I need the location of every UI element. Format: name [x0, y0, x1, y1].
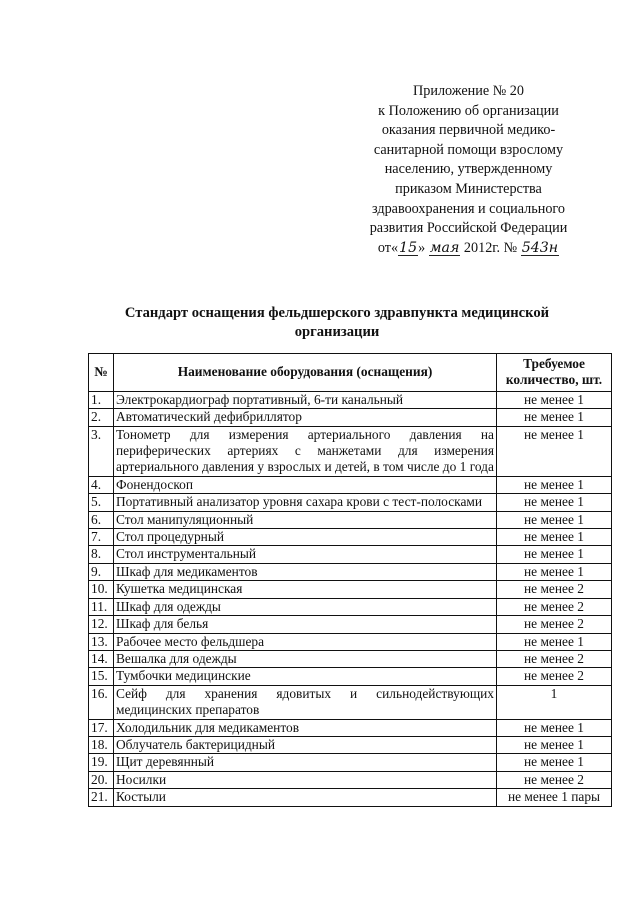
cell-qty: не менее 1 — [497, 511, 612, 528]
cell-qty: не менее 2 — [497, 771, 612, 788]
table-row — [89, 668, 612, 685]
cell-qty: не менее 1 — [497, 754, 612, 771]
cell-name: Стол процедурный — [114, 529, 497, 546]
cell-num: 18. — [89, 736, 114, 753]
cell-name: Костыли — [114, 789, 497, 806]
table-row — [89, 616, 612, 633]
cell-qty: 1 — [497, 685, 612, 719]
cell-qty: не менее 1 — [497, 391, 612, 408]
table-row — [89, 789, 612, 806]
cell-qty: не менее 1 — [497, 409, 612, 426]
header-qty: Требуемое количество, шт. — [497, 354, 612, 392]
table-row — [89, 511, 612, 528]
table-row — [89, 754, 612, 771]
cell-num: 8. — [89, 546, 114, 563]
cell-qty: не менее 2 — [497, 668, 612, 685]
cell-num: 7. — [89, 529, 114, 546]
cell-qty: не менее 2 — [497, 650, 612, 667]
cell-num: 3. — [89, 426, 114, 476]
cell-qty: не менее 1 — [497, 546, 612, 563]
header-num: № — [89, 354, 114, 392]
table-row — [89, 563, 612, 580]
table-row — [89, 581, 612, 598]
cell-qty: не менее 2 — [497, 598, 612, 615]
table-header-row — [89, 354, 612, 392]
appendix-line: здравоохранения и социального — [372, 200, 565, 217]
cell-name: Шкаф для одежды — [114, 598, 497, 615]
appendix-line: к Положению об организации — [378, 102, 559, 119]
cell-name: Сейф для хранения ядовитых и сильнодействующих медицинских препаратов — [114, 685, 497, 719]
cell-num: 21. — [89, 789, 114, 806]
table-row — [89, 391, 612, 408]
cell-qty: не менее 1 пары — [497, 789, 612, 806]
cell-num: 16. — [89, 685, 114, 719]
appendix-line: оказания первичной медико- — [381, 122, 556, 139]
cell-name: Кушетка медицинская — [114, 581, 497, 598]
cell-name: Вешалка для одежды — [114, 650, 497, 667]
date-year: 2012г. № — [463, 239, 518, 256]
table-row — [89, 719, 612, 736]
cell-name: Тумбочки медицинские — [114, 668, 497, 685]
cell-num: 2. — [89, 409, 114, 426]
cell-num: 17. — [89, 719, 114, 736]
cell-num: 13. — [89, 633, 114, 650]
cell-qty: не менее 1 — [497, 529, 612, 546]
table-row — [89, 409, 612, 426]
cell-name: Электрокардиограф портативный, 6-ти канальный — [114, 391, 497, 408]
cell-num: 9. — [89, 563, 114, 580]
appendix-date-line — [345, 239, 592, 259]
cell-num: 6. — [89, 511, 114, 528]
cell-num: 5. — [89, 494, 114, 511]
appendix-line: Приложение № 20 — [413, 83, 524, 99]
appendix-line: населению, утвержденному — [384, 161, 553, 178]
appendix-line: развития Российской Федерации — [369, 220, 568, 237]
table-row — [89, 736, 612, 753]
appendix-block — [345, 82, 592, 258]
table-row — [89, 633, 612, 650]
date-day-handwritten: 15 — [399, 239, 418, 256]
table-row — [89, 546, 612, 563]
appendix-line: санитарной помощи взрослому — [373, 141, 564, 158]
cell-num: 14. — [89, 650, 114, 667]
cell-name: Портативный анализатор уровня сахара крови с тест-полосками — [114, 494, 497, 511]
cell-num: 20. — [89, 771, 114, 788]
cell-name: Рабочее место фельдшера — [114, 633, 497, 650]
table-row — [89, 685, 612, 719]
cell-name: Щит деревянный — [114, 754, 497, 771]
table-row — [89, 426, 612, 476]
cell-qty: не менее 2 — [497, 616, 612, 633]
cell-name: Облучатель бактерицидный — [114, 736, 497, 753]
cell-num: 10. — [89, 581, 114, 598]
table-row — [89, 529, 612, 546]
cell-num: 4. — [89, 476, 114, 493]
cell-qty: не менее 1 — [497, 633, 612, 650]
cell-name: Шкаф для медикаментов — [114, 563, 497, 580]
table-row — [89, 771, 612, 788]
cell-name: Автоматический дефибриллятор — [114, 409, 497, 426]
cell-name: Фонендоскоп — [114, 476, 497, 493]
table-row — [89, 494, 612, 511]
cell-name: Стол манипуляционный — [114, 511, 497, 528]
cell-qty: не менее 2 — [497, 581, 612, 598]
cell-num: 19. — [89, 754, 114, 771]
appendix-line: приказом Министерства — [395, 180, 542, 197]
cell-name: Тонометр для измерения артериального давления на периферических артериях с манжетами для измерения артериального давления у взрослых и детей, в том числе до 1 года — [114, 426, 497, 476]
equipment-table — [88, 353, 612, 807]
cell-name: Холодильник для медикаментов — [114, 719, 497, 736]
cell-name: Шкаф для белья — [114, 616, 497, 633]
date-prefix: от« — [377, 239, 399, 256]
cell-name: Носилки — [114, 771, 497, 788]
cell-qty: не менее 1 — [497, 736, 612, 753]
table-row — [89, 650, 612, 667]
document-title: Стандарт оснащения фельдшерского здравпункта медицинской организации — [124, 305, 550, 340]
cell-num: 15. — [89, 668, 114, 685]
header-name: Наименование оборудования (оснащения) — [114, 354, 497, 392]
cell-name: Стол инструментальный — [114, 546, 497, 563]
cell-qty: не менее 1 — [497, 563, 612, 580]
cell-qty: не менее 1 — [497, 476, 612, 493]
cell-num: 11. — [89, 598, 114, 615]
cell-qty: не менее 1 — [497, 719, 612, 736]
cell-qty: не менее 1 — [497, 426, 612, 476]
table-row — [89, 476, 612, 493]
order-number-handwritten: 543н — [521, 239, 559, 256]
cell-num: 1. — [89, 391, 114, 408]
cell-qty: не менее 1 — [497, 494, 612, 511]
date-month-handwritten: мая — [429, 239, 460, 256]
table-row — [89, 598, 612, 615]
date-mid: » — [418, 239, 426, 256]
cell-num: 12. — [89, 616, 114, 633]
